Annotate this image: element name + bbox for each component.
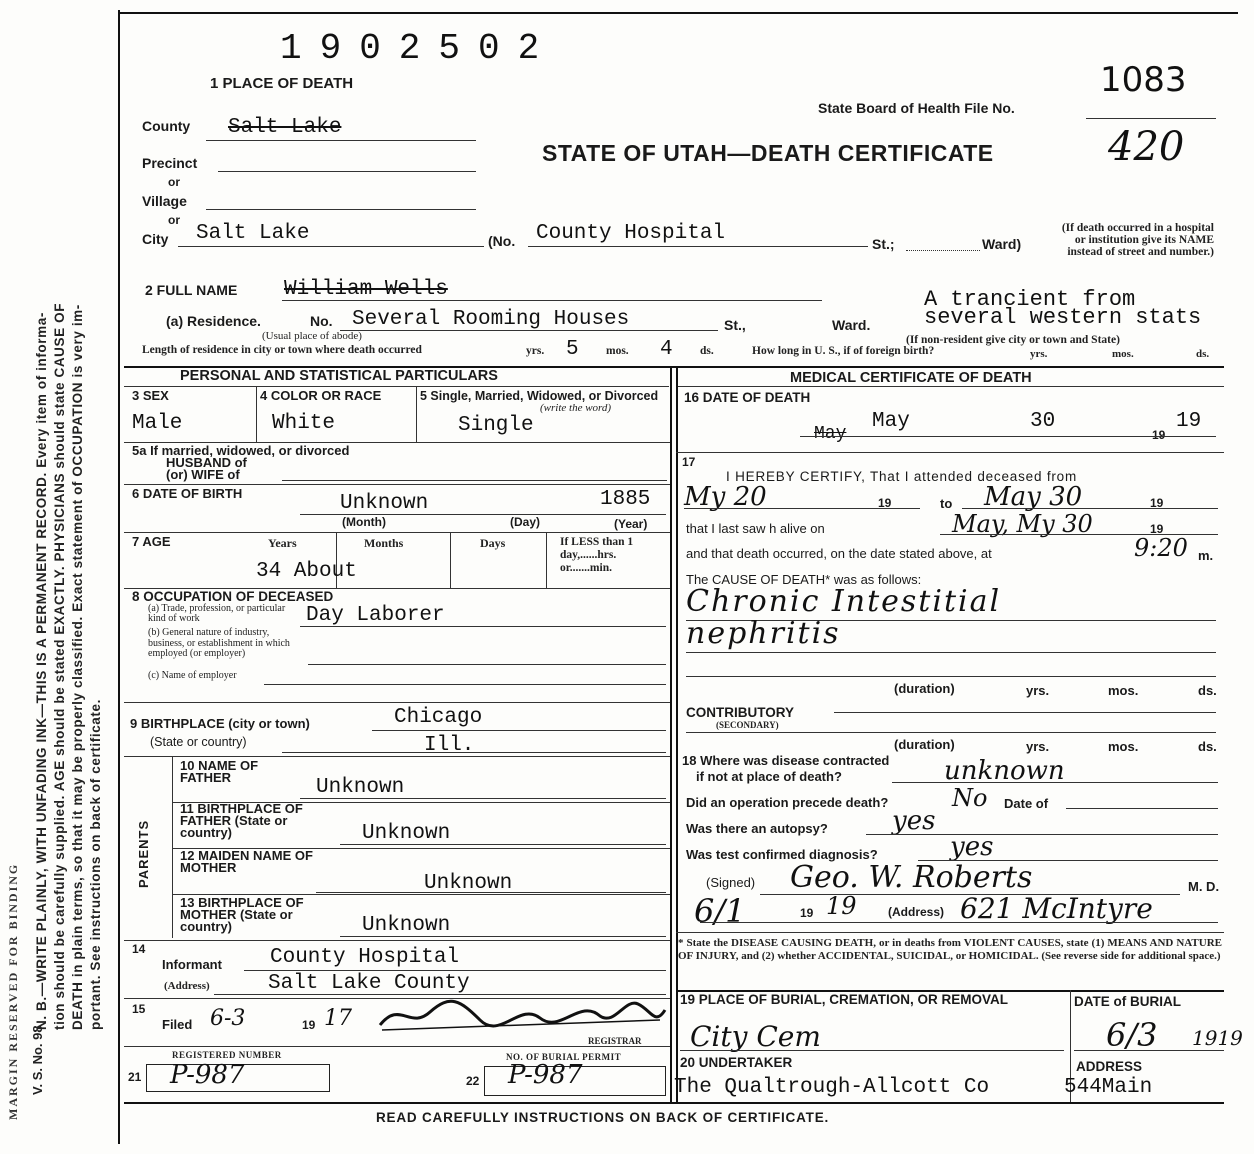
time-m-label: m. xyxy=(1198,548,1214,563)
mother-name-label: 12 MAIDEN NAME OF MOTHER xyxy=(180,848,313,875)
attended-from-year-prefix: 19 xyxy=(878,496,892,510)
us-mos: mos. xyxy=(1112,348,1134,360)
precinct-label: Precinct xyxy=(142,155,198,171)
occupation-a-label: (a) Trade, profession, or particular kind of work xyxy=(148,603,286,624)
filed-year-prefix: 19 xyxy=(302,1018,316,1032)
hospital-value: County Hospital xyxy=(536,222,726,245)
undertaker-value: The Qualtrough-Allcott Co xyxy=(674,1076,990,1099)
duration-yrs-2: yrs. xyxy=(1026,739,1050,754)
hospital-note: (If death occurred in a hospital or institution give its NAME instead of street and number.) xyxy=(1061,222,1214,258)
residence-value: Several Rooming Houses xyxy=(352,308,630,331)
death-time-value: 9:20 xyxy=(1134,534,1188,562)
death-year-value: 19 xyxy=(1176,410,1202,433)
md-label: M. D. xyxy=(1188,879,1220,894)
undertaker-label: 20 UNDERTAKER xyxy=(680,1055,793,1070)
signed-label: (Signed) xyxy=(706,875,756,890)
occupation-value: Day Laborer xyxy=(306,604,445,627)
nonresident-note: (If non-resident give city or town and State) xyxy=(906,334,1120,346)
ward-label: Ward) xyxy=(982,236,1022,252)
burial-date-label: DATE of BURIAL xyxy=(1074,994,1181,1009)
dob-year-label: (Year) xyxy=(614,517,648,531)
mother-name-value: Unknown xyxy=(424,872,513,895)
dob-year-value: 1885 xyxy=(600,488,651,511)
contributory-label: CONTRIBUTORY xyxy=(686,705,794,720)
nonresident-line-1: A trancient from xyxy=(924,287,1136,312)
street-label: St.; xyxy=(872,236,895,252)
birthplace-state-label: (State or country) xyxy=(150,735,247,749)
attended-to-value: May 30 xyxy=(984,482,1083,512)
duration-ds-1: ds. xyxy=(1198,683,1217,698)
marital-note: (write the word) xyxy=(540,402,612,414)
secondary-label: (SECONDARY) xyxy=(716,720,779,730)
residence-ward-label: Ward. xyxy=(832,317,871,333)
file-number: 1083 xyxy=(1100,60,1187,100)
signed-date-value: 6/1 xyxy=(694,892,746,930)
residence-street-label: St., xyxy=(724,317,746,333)
length-mos-value: 4 xyxy=(660,338,673,361)
certify-text: I HEREBY CERTIFY, That I attended deceased from xyxy=(726,469,1078,484)
dob-month-value: Unknown xyxy=(340,492,429,515)
sex-value: Male xyxy=(132,412,183,435)
contracted-value: unknown xyxy=(944,756,1065,786)
physician-address-label: (Address) xyxy=(888,905,945,919)
margin-instruction-2: tion should be carefully supplied. AGE should be stated EXACTLY. PHYSICIANS should state CAUSE OF xyxy=(52,302,67,1030)
us-ds: ds. xyxy=(1196,348,1210,360)
cause-label: The CAUSE OF DEATH* was as follows: xyxy=(686,572,922,587)
ds-label: ds. xyxy=(700,345,714,357)
item-17: 17 xyxy=(682,455,696,469)
occupation-label: 8 OCCUPATION OF DECEASED xyxy=(132,589,334,604)
signed-year-prefix: 19 xyxy=(800,906,814,920)
age-value: 34 About xyxy=(256,560,357,583)
informant-value: County Hospital xyxy=(270,946,460,969)
county-label: County xyxy=(142,118,191,134)
informant-address-value: Salt Lake County xyxy=(268,972,470,995)
father-birthplace-label: 11 BIRTHPLACE OF FATHER (State or country) xyxy=(180,801,303,840)
personal-heading: PERSONAL AND STATISTICAL PARTICULARS xyxy=(180,368,498,384)
item-15: 15 xyxy=(132,1002,146,1016)
reg-number-label: REGISTERED NUMBER xyxy=(172,1050,282,1060)
mother-birthplace-value: Unknown xyxy=(362,914,451,937)
duration-mos-1: mos. xyxy=(1108,683,1139,698)
occupation-c-label: (c) Name of employer xyxy=(148,670,237,681)
attended-from-value: My 20 xyxy=(684,482,767,512)
length-residence-label: Length of residence in city or town where death occurred xyxy=(142,344,422,356)
last-saw-year-prefix: 19 xyxy=(1150,522,1164,536)
duration-yrs-1: yrs. xyxy=(1026,683,1050,698)
death-day-value: 30 xyxy=(1030,410,1056,433)
file-number-label: State Board of Health File No. xyxy=(818,100,1015,116)
operation-value: No xyxy=(952,784,988,812)
city-value: Salt Lake xyxy=(196,222,310,245)
filed-year-value: 17 xyxy=(324,1006,352,1031)
cause-footnote: * State the DISEASE CAUSING DEATH, or in deaths from VIOLENT CAUSES, state (1) MEANS AND NATURE OF INJURY, and (2) whether ACCIDENTAL, SUICIDAL, or HOMICIDAL. (See reverse side for additional space.) xyxy=(678,937,1222,962)
father-birthplace-value: Unknown xyxy=(362,822,451,845)
age-months-label: Months xyxy=(364,536,404,550)
death-date-label: 16 DATE OF DEATH xyxy=(684,390,811,405)
margin-instruction-3: DEATH in plain terms, so that it may be properly classified. Exact statement of OCCUPATION is very im- xyxy=(70,304,85,1030)
or-label-2: or xyxy=(168,213,180,227)
burial-permit-value: P-987 xyxy=(508,1060,583,1090)
birthplace-label: 9 BIRTHPLACE (city or town) xyxy=(130,716,310,731)
left-border xyxy=(118,10,120,1144)
spouse-label-2: HUSBAND of xyxy=(166,455,247,470)
place-of-death-heading: 1 PLACE OF DEATH xyxy=(210,75,354,92)
residence-no-label: No. xyxy=(310,313,333,329)
no-label: (No. xyxy=(488,233,516,249)
serial-number: 1902502 xyxy=(280,28,558,69)
length-yrs-value: 5 xyxy=(566,338,579,361)
sex-label: 3 SEX xyxy=(132,388,169,403)
death-month-struck: May xyxy=(814,424,847,444)
age-label: 7 AGE xyxy=(132,534,171,549)
duration-label-2: (duration) xyxy=(894,737,955,752)
nonresident-line-2: several western stats xyxy=(924,305,1202,330)
parents-label: PARENTS xyxy=(136,819,151,888)
informant-address-label: (Address) xyxy=(164,980,210,992)
death-month-value: May xyxy=(872,410,910,433)
cause-line-1-value: Chronic Intestitial xyxy=(686,584,1002,619)
physician-address-value: 621 McIntyre xyxy=(960,892,1153,925)
margin-instruction-1: N. B.—WRITE PLAINLY, WITH UNFADING INK—THIS IS A PERMANENT RECORD. Every item of informa- xyxy=(34,312,49,1030)
father-name-label: 10 NAME OF FATHER xyxy=(180,758,259,785)
duration-mos-2: mos. xyxy=(1108,739,1139,754)
signed-year-value: 19 xyxy=(826,892,857,920)
burial-date-value: 6/3 xyxy=(1106,1016,1158,1054)
dob-label: 6 DATE OF BIRTH xyxy=(132,486,243,501)
test-value: yes xyxy=(950,832,994,862)
filed-date-value: 6-3 xyxy=(210,1006,246,1031)
registrar-signature xyxy=(370,990,670,1042)
residence-label: (a) Residence. xyxy=(166,313,261,329)
marital-label: 5 Single, Married, Widowed, or Divorced xyxy=(420,389,659,403)
informant-label: Informant xyxy=(162,957,222,972)
reg-number-value: P-987 xyxy=(170,1060,245,1090)
footer-instruction: READ CAREFULLY INSTRUCTIONS ON BACK OF CERTIFICATE. xyxy=(376,1110,830,1125)
operation-label: Did an operation precede death? xyxy=(686,795,889,810)
attended-to-year-prefix: 19 xyxy=(1150,496,1164,510)
last-saw-label: that I last saw h alive on xyxy=(686,521,825,536)
physician-signature: Geo. W. Roberts xyxy=(790,860,1033,895)
usual-abode-note: (Usual place of abode) xyxy=(262,330,362,342)
autopsy-label: Was there an autopsy? xyxy=(686,821,828,836)
not-at-place-label: if not at place of death? xyxy=(696,769,842,784)
duration-ds-2: ds. xyxy=(1198,739,1217,754)
item-22: 22 xyxy=(466,1074,480,1088)
death-year-prefix: 19 xyxy=(1152,428,1166,442)
father-name-value: Unknown xyxy=(316,776,405,799)
duration-label-1: (duration) xyxy=(894,681,955,696)
cause-line-2-value: nephritis xyxy=(686,616,841,651)
death-occurred-label: and that death occurred, on the date stated above, at xyxy=(686,546,992,561)
race-value: White xyxy=(272,412,336,435)
spouse-label-3: (or) WIFE of xyxy=(166,467,240,482)
burial-place-value: City Cem xyxy=(690,1020,821,1053)
undertaker-address-value: 544Main xyxy=(1064,1076,1153,1099)
occupation-b-label: (b) General nature of industry, business, or establishment in which employed (or employer) xyxy=(148,627,290,659)
or-label-1: or xyxy=(168,175,180,189)
village-label: Village xyxy=(142,193,187,209)
age-less-than-day: If LESS than 1 day,......hrs. or.......min. xyxy=(560,536,634,574)
margin-binding-text: MARGIN RESERVED FOR BINDING xyxy=(6,862,20,1120)
city-label: City xyxy=(142,231,169,247)
birthplace-city-value: Chicago xyxy=(394,706,483,729)
spouse-label-1: 5a If married, widowed, or divorced xyxy=(132,443,350,458)
filed-label: Filed xyxy=(162,1017,193,1032)
operation-date-label: Date of xyxy=(1004,796,1049,811)
age-years-label: Years xyxy=(268,536,297,550)
margin-instruction-4: portant. See instructions on back of certificate. xyxy=(88,699,103,1030)
top-border xyxy=(118,12,1238,14)
race-label: 4 COLOR OR RACE xyxy=(260,388,382,403)
column-divider xyxy=(670,368,672,1102)
yrs-label: yrs. xyxy=(526,345,545,357)
us-yrs: yrs. xyxy=(1030,348,1048,360)
last-saw-date-value: May, My 30 xyxy=(952,510,1093,538)
item-14: 14 xyxy=(132,942,146,956)
marital-value: Single xyxy=(458,414,534,437)
full-name-label: 2 FULL NAME xyxy=(145,282,238,298)
burial-place-label: 19 PLACE OF BURIAL, CREMATION, OR REMOVAL xyxy=(680,992,1009,1007)
item-21: 21 xyxy=(128,1070,142,1084)
medical-heading: MEDICAL CERTIFICATE OF DEATH xyxy=(790,370,1032,386)
age-days-label: Days xyxy=(480,536,506,550)
test-label: Was test confirmed diagnosis? xyxy=(686,847,878,862)
county-value: Salt Lake xyxy=(228,116,342,139)
item-18-label: 18 Where was disease contracted xyxy=(682,753,890,768)
full-name-value: William Wells xyxy=(284,278,448,301)
form-number: V. S. No. 98 xyxy=(30,1025,45,1095)
to-label: to xyxy=(940,496,953,511)
birthplace-state-value: Ill. xyxy=(424,734,475,757)
undertaker-address-label: ADDRESS xyxy=(1076,1059,1143,1074)
dob-day-label: (Day) xyxy=(510,515,541,529)
certificate-number: 420 xyxy=(1108,124,1185,170)
burial-year-value: 1919 xyxy=(1192,1026,1243,1050)
mos-label: mos. xyxy=(606,345,629,357)
burial-permit-label: NO. OF BURIAL PERMIT xyxy=(506,1052,622,1062)
certificate-title: STATE OF UTAH—DEATH CERTIFICATE xyxy=(542,140,994,166)
dob-month-label: (Month) xyxy=(342,515,386,529)
autopsy-value: yes xyxy=(892,806,936,836)
mother-birthplace-label: 13 BIRTHPLACE OF MOTHER (State or country) xyxy=(180,895,304,934)
registrar-label: REGISTRAR xyxy=(588,1036,642,1046)
foreign-birth-label: How long in U. S., if of foreign birth? xyxy=(752,345,935,357)
